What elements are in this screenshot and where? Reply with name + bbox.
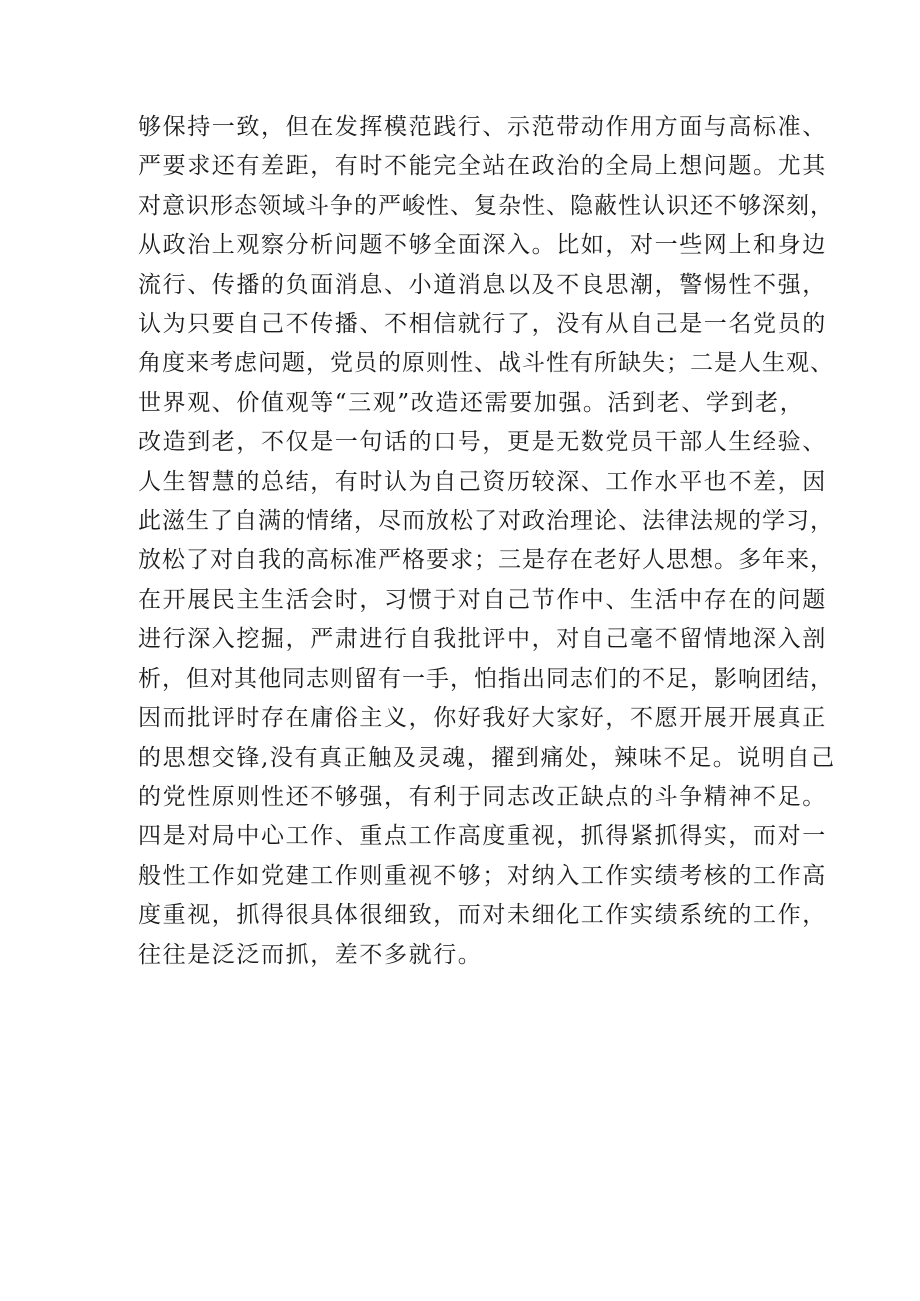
text-line-16: 因而批评时存在庸俗主义，你好我好大家好，不愿开展开展真正 xyxy=(138,705,827,732)
text-line-11: 此滋生了自满的情绪，尽而放松了对政治理论、法律法规的学习， xyxy=(138,508,834,535)
text-line-1: 够保持一致，但在发挥模范践行、示范带动作用方面与高标准、 xyxy=(138,114,827,140)
text-line-15: 析，但对其他同志则留有一手，怕指出同志们的不足，影响团结， xyxy=(138,665,834,692)
text-line-7: 角度来考虑问题，党员的原则性、战斗性有所缺失；二是人生观、 xyxy=(138,350,834,377)
text-line-19: 四是对局中心工作、重点工作高度重视，抓得紧抓得实，而对一 xyxy=(138,823,827,850)
text-line-4: 从政治上观察分析问题不够全面深入。比如，对一些网上和身边 xyxy=(138,232,827,259)
text-line-6: 认为只要自己不传播、不相信就行了，没有从自己是一名党员的 xyxy=(138,311,827,338)
text-line-10: 人生智慧的总结，有时认为自己资历较深、工作水平也不差，因 xyxy=(138,468,827,495)
body-paragraph xyxy=(138,108,838,975)
text-line-18: 的党性原则性还不够强，有利于同志改正缺点的斗争精神不足。 xyxy=(138,783,827,810)
text-line-20: 般性工作如党建工作则重视不够；对纳入工作实绩考核的工作高 xyxy=(138,862,827,889)
text-line-8: 世界观、价值观等“三观”改造还需要加强。活到老、学到老， xyxy=(138,389,805,416)
text-line-22: 往往是泛泛而抓，差不多就行。 xyxy=(138,941,483,968)
text-line-9: 改造到老，不仅是一句话的口号，更是无数党员干部人生经验、 xyxy=(138,429,827,456)
text-line-21: 度重视，抓得很具体很细致，而对未细化工作实绩系统的工作， xyxy=(138,902,827,929)
text-line-2: 严要求还有差距，有时不能完全站在政治的全局上想问题。尤其 xyxy=(138,153,827,180)
text-line-13: 在开展民主生活会时，习惯于对自己节作中、生活中存在的问题 xyxy=(138,586,827,613)
text-line-5: 流行、传播的负面消息、小道消息以及不良思潮，警惕性不强， xyxy=(138,271,827,298)
text-line-12: 放松了对自我的高标准严格要求；三是存在老好人思想。多年来， xyxy=(138,547,834,574)
text-line-3: 对意识形态领域斗争的严峻性、复杂性、隐蔽性认识还不够深刻， xyxy=(138,192,834,219)
text-line-17: 的思想交锋,没有真正触及灵魂，擢到痛处，辣味不足。说明自己 xyxy=(138,744,836,771)
text-line-14: 进行深入挖掘，严肃进行自我批评中，对自己毫不留情地深入剖 xyxy=(138,626,827,653)
